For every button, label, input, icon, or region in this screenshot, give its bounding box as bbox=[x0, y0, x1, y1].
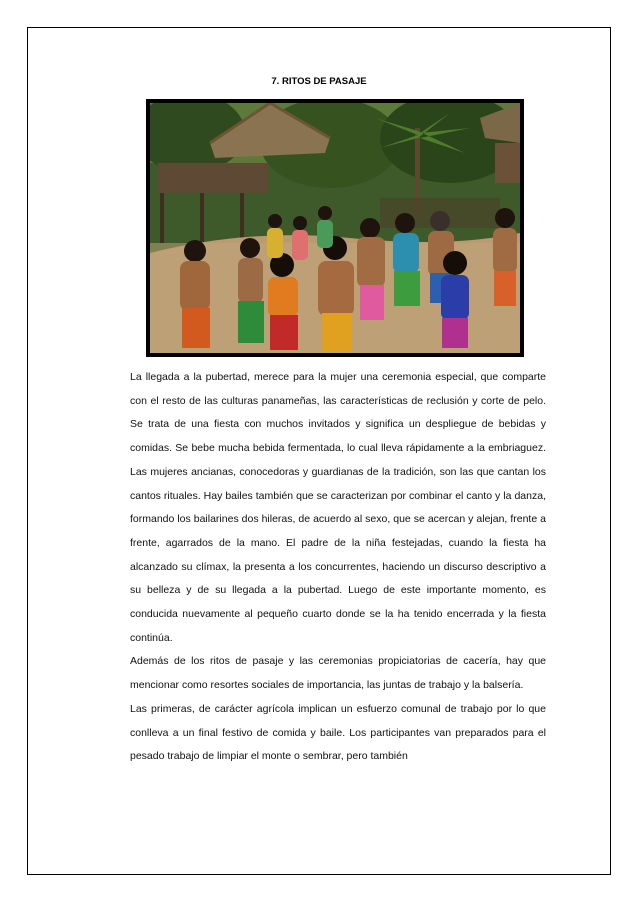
body-text bbox=[130, 366, 546, 769]
section-title: 7. RITOS DE PASAJE bbox=[271, 76, 367, 87]
paragraph-3: Las primeras, de carácter agrícola implican un esfuerzo comunal de trabajo por lo que conlleva a un final festivo de comida y baile. Los participantes van preparados para el pesado trabajo de limpiar el monte o sembrar, pero también bbox=[130, 702, 546, 763]
photo-image bbox=[150, 103, 520, 353]
paragraph-2: Además de los ritos de pasaje y las ceremonias propiciatorias de cacería, hay que mencionar como resortes sociales de importancia, las juntas de trabajo y la balsería. bbox=[130, 655, 546, 692]
ceremony-photo bbox=[146, 99, 524, 357]
paragraph-1: La llegada a la pubertad, merece para la mujer una ceremonia especial, que comparte con el resto de las culturas panameñas, las características de reclusión y corte de pelo. Se trata de una fiesta con muchos invitados y significa un despliegue de bebidas y comidas. Se bebe mucha bebida fermentada, lo cual lleva rápidamente a la embriaguez. Las mujeres ancianas, conocedoras y guardianas de la tradición, son las que cantan los cantos rituales. Hay bailes también que se caracterizan por combinar el canto y la danza, formando los bailarines dos hileras, de acuerdo al sexo, que se acercan y alejan, frente a frente, agarrados de la mano. El padre de la niña festejadas, cuando la fiesta ha alcanzado su clímax, la presenta a los concurrentes, haciendo un discurso descriptivo a su belleza y de su llegada a la pubertad. Luego de este importante momento, es conducida nuevamente al pequeño cuarto donde se la ha tenido encerrada y la fiesta continúa. bbox=[130, 371, 546, 644]
